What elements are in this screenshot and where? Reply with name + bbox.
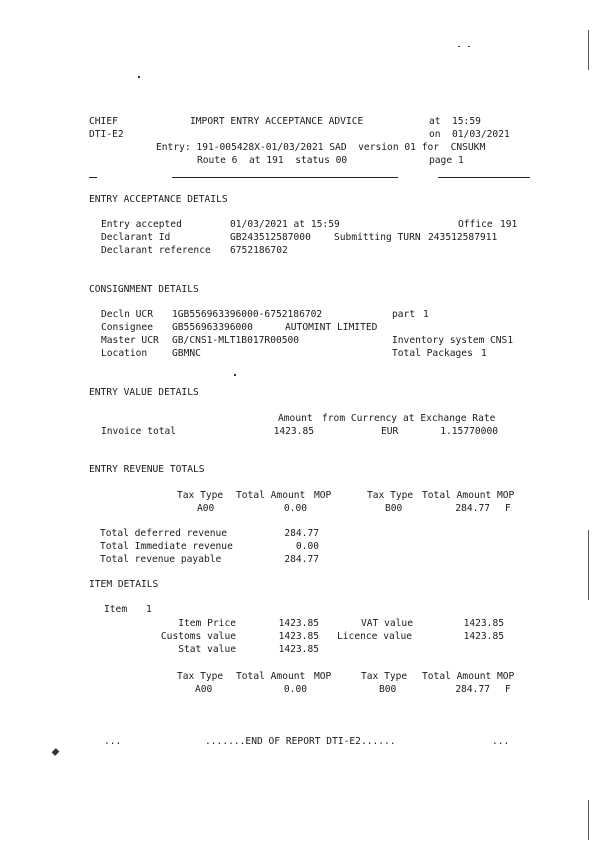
total-immediate-revenue-value: 0.00 (295, 541, 319, 552)
licence-value-label: Licence value (337, 631, 413, 642)
item-price-label: Item Price (178, 618, 236, 629)
column-header-mop: MOP (314, 671, 332, 682)
header-divider (438, 177, 530, 178)
on-label: on (429, 129, 441, 140)
inventory-system-value: CNS1 (490, 335, 514, 346)
invoice-exchange-rate: 1.15770000 (440, 426, 498, 437)
column-header-tax-type: Tax Type (177, 490, 224, 501)
column-header-mop: MOP (497, 671, 515, 682)
scan-edge-mark (588, 800, 589, 840)
report-time: 15:59 (452, 116, 481, 127)
column-header-total-amount: Total Amount (422, 490, 492, 501)
column-header-from-currency: from Currency (322, 413, 398, 424)
section-heading-item-details: ITEM DETAILS (89, 579, 159, 590)
total-revenue-payable-value: 284.77 (284, 554, 319, 565)
stat-value-label: Stat value (178, 644, 236, 655)
office-label: Office (458, 219, 493, 230)
scan-edge-mark (588, 30, 589, 70)
scan-speck (234, 374, 236, 376)
scan-edge-mark (588, 530, 589, 600)
column-header-exchange-rate: at Exchange Rate (403, 413, 496, 424)
route-line: Route 6 at 191 status 00 (197, 155, 348, 166)
item-price-value: 1423.85 (278, 618, 319, 629)
consignee-label: Consignee (101, 322, 153, 333)
header-divider (172, 177, 398, 178)
entry-accepted-value: 01/03/2021 at 15:59 (230, 219, 340, 230)
vat-value: 1423.85 (463, 618, 504, 629)
customs-value-label: Customs value (160, 631, 236, 642)
location-label: Location (101, 348, 148, 359)
item-label: Item (104, 604, 128, 615)
declarant-reference-label: Declarant reference (101, 245, 211, 256)
submitting-turn-label: Submitting TURN (334, 232, 421, 243)
total-revenue-payable-label: Total revenue payable (100, 554, 222, 565)
section-heading-entry-value: ENTRY VALUE DETAILS (89, 387, 199, 398)
item-tax-type-a00: A00 (195, 684, 213, 695)
part-label: part (392, 309, 416, 320)
column-header-mop: MOP (497, 490, 515, 501)
consignee-id: GB556963396000 (172, 322, 253, 333)
stat-value: 1423.85 (278, 644, 319, 655)
item-mop-b00: F (505, 684, 511, 695)
header-divider (89, 177, 97, 178)
report-date: 01/03/2021 (452, 129, 510, 140)
section-heading-entry-acceptance: ENTRY ACCEPTANCE DETAILS (89, 194, 228, 205)
entry-accepted-label: Entry accepted (101, 219, 182, 230)
column-header-mop: MOP (314, 490, 332, 501)
item-number: 1 (146, 604, 152, 615)
at-label: at (429, 116, 441, 127)
declarant-id-label: Declarant Id (101, 232, 171, 243)
master-ucr-value: GB/CNS1-MLT1B017R00500 (172, 335, 300, 346)
customs-value: 1423.85 (278, 631, 319, 642)
total-packages-value: 1 (481, 348, 487, 359)
licence-value: 1423.85 (463, 631, 504, 642)
part-value: 1 (423, 309, 429, 320)
invoice-total-label: Invoice total (101, 426, 177, 437)
consignee-name: AUTOMINT LIMITED (285, 322, 378, 333)
section-heading-consignment: CONSIGNMENT DETAILS (89, 284, 199, 295)
end-of-report: .......END OF REPORT DTI-E2...... (205, 736, 396, 747)
footer-dots-right: ... (492, 736, 510, 747)
decln-ucr-label: Decln UCR (101, 309, 153, 320)
location-value: GBMNC (172, 348, 201, 359)
total-deferred-revenue-value: 284.77 (284, 528, 319, 539)
scan-speck (468, 46, 470, 47)
office-value: 191 (500, 219, 518, 230)
invoice-total-amount: 1423.85 (273, 426, 314, 437)
scan-speck (138, 76, 140, 78)
column-header-total-amount: Total Amount (422, 671, 492, 682)
invoice-currency: EUR (381, 426, 399, 437)
scan-speck (52, 748, 60, 756)
footer-dots-left: ... (104, 736, 122, 747)
page-number: 1 (458, 155, 464, 166)
page-label: page (429, 155, 453, 166)
column-header-tax-type: Tax Type (367, 490, 414, 501)
column-header-amount: Amount (278, 413, 313, 424)
entry-line: Entry: 191-005428X-01/03/2021 SAD version 01 for CNSUKM (156, 142, 486, 153)
column-header-total-amount: Total Amount (236, 490, 306, 501)
master-ucr-label: Master UCR (101, 335, 159, 346)
submitting-turn-value: 243512587911 (428, 232, 498, 243)
vat-value-label: VAT value (361, 618, 413, 629)
revenue-tax-type-a00: A00 (197, 503, 215, 514)
document-title: IMPORT ENTRY ACCEPTANCE ADVICE (190, 116, 364, 127)
revenue-amount-b00: 284.77 (455, 503, 490, 514)
column-header-tax-type: Tax Type (361, 671, 408, 682)
declarant-id-value: GB243512587000 (230, 232, 311, 243)
column-header-total-amount: Total Amount (236, 671, 306, 682)
total-packages-label: Total Packages (392, 348, 473, 359)
report-code: DTI-E2 (89, 129, 124, 140)
decln-ucr-value: 1GB556963396000-6752186702 (172, 309, 323, 320)
scan-speck (458, 46, 460, 47)
inventory-system-label: Inventory system (392, 335, 485, 346)
column-header-tax-type: Tax Type (177, 671, 224, 682)
revenue-tax-type-b00: B00 (385, 503, 403, 514)
total-immediate-revenue-label: Total Immediate revenue (100, 541, 233, 552)
item-tax-type-b00: B00 (379, 684, 397, 695)
declarant-reference-value: 6752186702 (230, 245, 288, 256)
item-amount-b00: 284.77 (455, 684, 490, 695)
revenue-amount-a00: 0.00 (283, 503, 307, 514)
system-name: CHIEF (89, 116, 118, 127)
revenue-mop-b00: F (505, 503, 511, 514)
section-heading-revenue-totals: ENTRY REVENUE TOTALS (89, 464, 205, 475)
total-deferred-revenue-label: Total deferred revenue (100, 528, 228, 539)
item-amount-a00: 0.00 (283, 684, 307, 695)
